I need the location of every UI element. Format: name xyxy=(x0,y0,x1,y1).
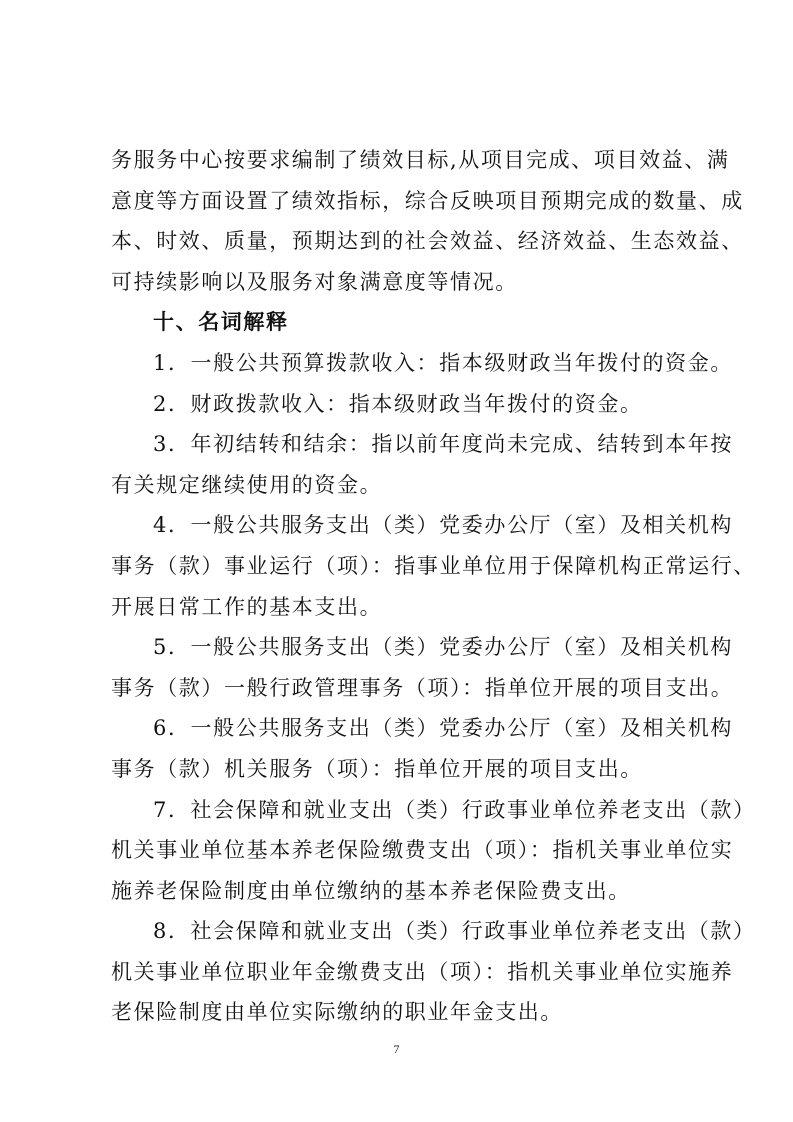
list-item-continuation: 有关规定继续使用的资金。 xyxy=(111,472,383,497)
list-item: 3．年初结转和结余：指以前年度尚未完成、结转到本年按 xyxy=(153,432,733,457)
paragraph-line: 务服务中心按要求编制了绩效目标,从项目完成、项目效益、满 xyxy=(111,148,730,172)
list-item: 8．社会保障和就业支出（类）行政事业单位养老支出（款） xyxy=(153,919,756,944)
list-item: 2．财政拨款收入：指本级财政当年拨付的资金。 xyxy=(153,391,643,416)
section-heading: 十、名词解释 xyxy=(153,309,289,335)
list-item-continuation: 老保险制度由单位实际缴纳的职业年金支出。 xyxy=(111,1000,563,1025)
list-item: 4．一般公共服务支出（类）党委办公厅（室）及相关机构 xyxy=(153,513,733,538)
list-item-continuation: 施养老保险制度由单位缴纳的基本养老保险费支出。 xyxy=(111,878,631,903)
list-item-continuation: 事务（款）机关服务（项）：指单位开展的项目支出。 xyxy=(111,756,643,781)
paragraph-line: 本、时效、质量，预期达到的社会效益、经济效益、生态效益、 xyxy=(111,229,744,254)
list-item: 6．一般公共服务支出（类）党委办公厅（室）及相关机构 xyxy=(153,716,733,741)
paragraph-line: 意度等方面设置了绩效指标，综合反映项目预期完成的数量、成 xyxy=(111,188,744,213)
paragraph-line: 可持续影响以及服务对象满意度等情况。 xyxy=(111,269,518,294)
list-item-continuation: 机关事业单位基本养老保险缴费支出（项）：指机关事业单位实 xyxy=(111,838,734,863)
list-item: 7．社会保障和就业支出（类）行政事业单位养老支出（款） xyxy=(153,797,756,822)
list-item: 5．一般公共服务支出（类）党委办公厅（室）及相关机构 xyxy=(153,635,733,660)
list-item: 1．一般公共预算拨款收入：指本级财政当年拨付的资金。 xyxy=(153,350,733,375)
document-body xyxy=(111,140,756,1033)
list-item-continuation: 事务（款）一般行政管理事务（项）：指单位开展的项目支出。 xyxy=(111,675,734,700)
page-number: 7 xyxy=(393,1042,400,1056)
list-item-continuation: 事务（款）事业运行（项）：指事业单位用于保障机构正常运行、 xyxy=(111,553,756,578)
list-item-continuation: 开展日常工作的基本支出。 xyxy=(111,594,383,619)
list-item-continuation: 机关事业单位职业年金缴费支出（项）：指机关事业单位实施养 xyxy=(111,959,734,984)
